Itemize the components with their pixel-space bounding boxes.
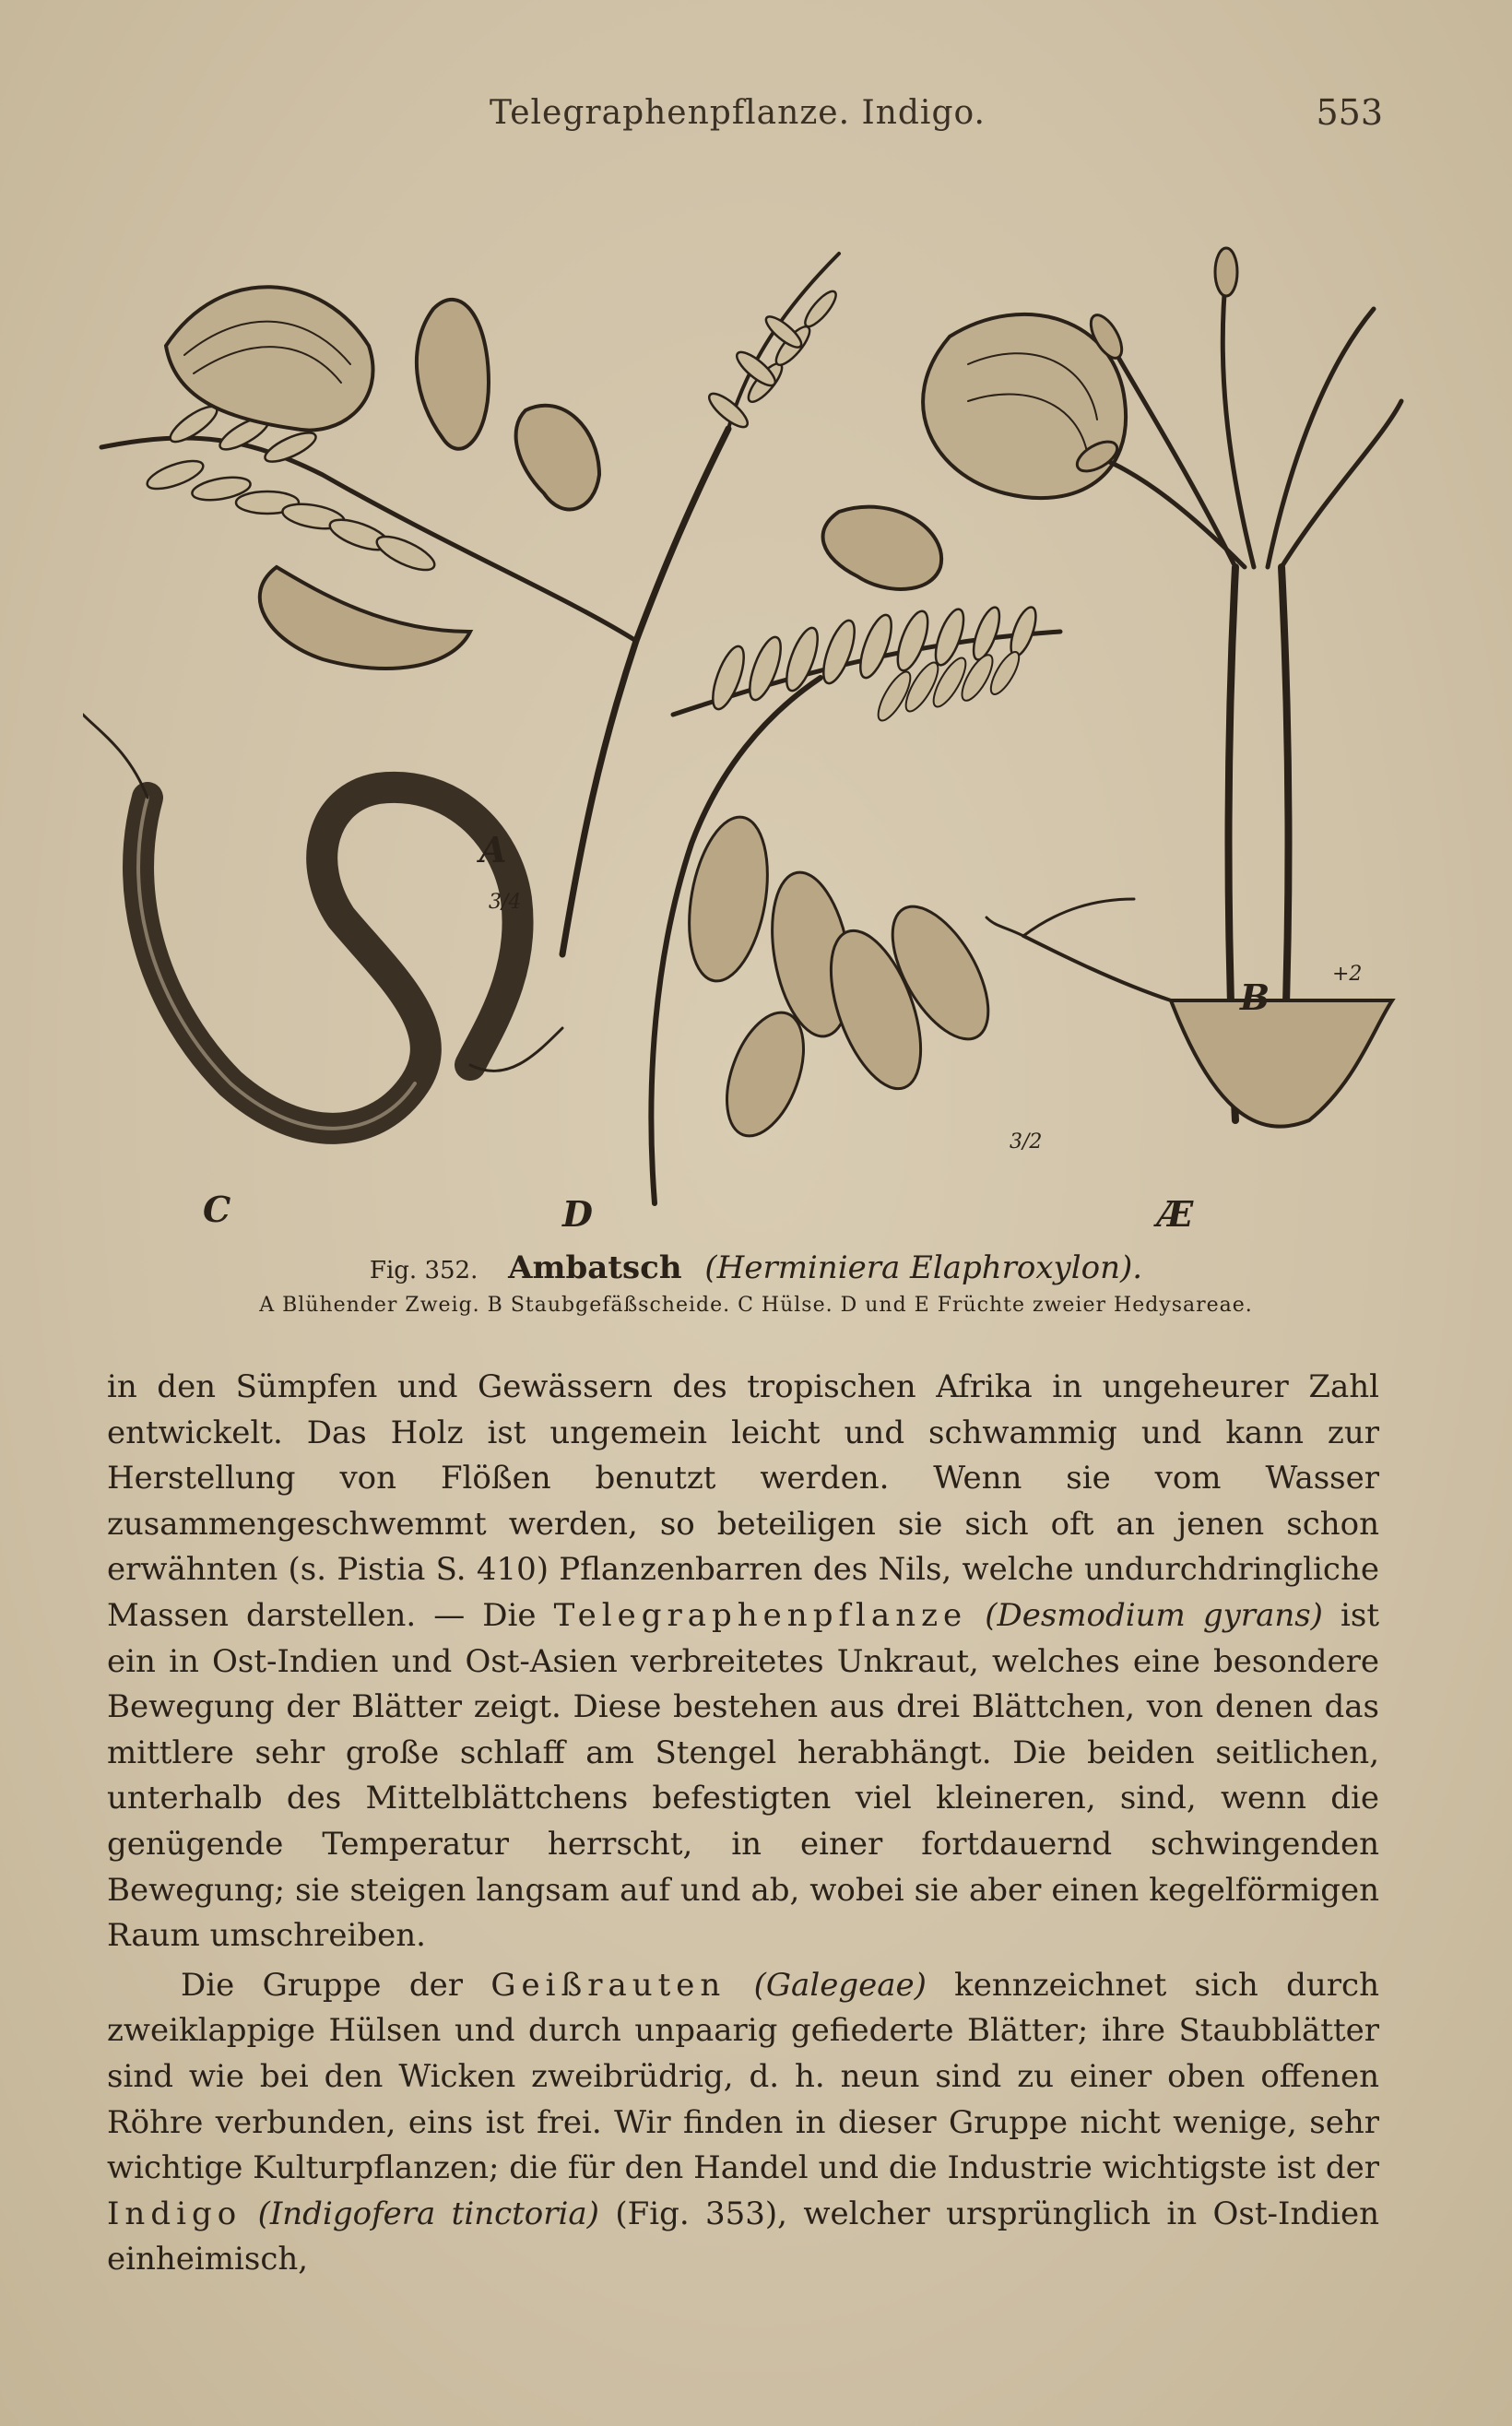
scale-b: +2 <box>1332 963 1363 986</box>
figure-caption <box>0 1249 1512 1286</box>
figure-latin-name: (Herminiera Elaphroxylon). <box>704 1249 1143 1286</box>
paragraph-1 <box>107 1365 1379 1959</box>
paragraph-1-text-a: in den Sümpfen und Gewässern des tropischen Afrika in ungeheurer Zahl entwickelt. Das Holz ist ungemein leicht und schwammig und kann zur Herstellung von Flößen benutzt werden. Wenn sie vom Wasser zusammengeschwemmt werden, so beteiligen sie sich oft an jenen schon erwähnten (s. Pistia S. 410) Pflanzenbarren des Nils, welche undurchdringliche Massen darstellen. — Die <box>107 1368 1379 1634</box>
label-a: A <box>479 829 507 870</box>
term-telegraphenpflanze: Telegraphenpflanze <box>553 1596 968 1634</box>
latin-galegeae: (Galegeae) <box>753 1966 927 2004</box>
label-c: C <box>203 1189 231 1230</box>
paragraph-2-text-c: (Fig. 353), welcher ursprünglich in Ost-Indien einheimisch, <box>107 2195 1380 2278</box>
panel-d-fruits <box>651 648 1023 1203</box>
panel-e-fruit <box>986 899 1392 1127</box>
figure-legend: A Blühender Zweig. B Staubgefäßscheide. C Hülse. D und E Früchte zweier Hedysareae. <box>259 1294 1253 1317</box>
panel-a-branch <box>101 254 1126 954</box>
scale-d: 3/2 <box>1010 1130 1043 1154</box>
panel-c-pod <box>83 715 562 1129</box>
body-text <box>107 1365 1379 2283</box>
latin-desmodium: (Desmodium gyrans) <box>985 1596 1323 1634</box>
term-indigo: Indigo <box>107 2195 242 2232</box>
running-title: Telegraphenpflanze. Indigo. <box>490 94 986 132</box>
page-number: 553 <box>1316 92 1383 133</box>
paragraph-1-text-b: ist ein in Ost-Indien und Ost-Asien verbreitetes Unkraut, welches eine besondere Bewegung der Blätter zeigt. Diese bestehen aus drei Blättchen, von denen das mittlere sehr große schlaff am Stengel herabhängt. Die beiden seitlichen, unterhalb des Mittelblättchens befestigten viel kleineren, sind, wenn die genügende Temperatur herrscht, in einer fortdauernd schwingenden Bewegung; sie steigen langsam auf und ab, wobei sie aber einen kegelförmigen Raum umschreiben. <box>107 1596 1379 1955</box>
term-geissrauten: Geißrauten <box>490 1966 726 2004</box>
paragraph-2-text-a: Die Gruppe der <box>181 1966 491 2004</box>
figure-common-name: Ambatsch <box>508 1249 682 1286</box>
label-d: D <box>562 1193 593 1235</box>
latin-indigofera: (Indigofera tinctoria) <box>257 2195 599 2232</box>
scale-a: 3/4 <box>489 891 522 914</box>
running-head <box>0 89 1512 144</box>
paragraph-2-text-b: kennzeichnet sich durch zweiklappige Hülsen und durch unpaarig gefiederte Blätter; ihre Staubblätter sind wie bei den Wicken zweibrüdrig, d. h. neun sind zu einer oben offenen Röhre verbunden, eins ist frei. Wir finden in dieser Gruppe nicht wenige, sehr wichtige Kulturpflanzen; die für den Handel und die Industrie wichtigste ist der <box>107 1966 1379 2187</box>
label-e: Æ <box>1157 1193 1194 1235</box>
engraving-svg <box>83 198 1429 1249</box>
figure-number: Fig. 352. <box>369 1257 478 1284</box>
botanical-illustration <box>83 198 1429 1249</box>
label-b: B <box>1240 976 1270 1018</box>
paragraph-2 <box>107 1963 1379 2283</box>
